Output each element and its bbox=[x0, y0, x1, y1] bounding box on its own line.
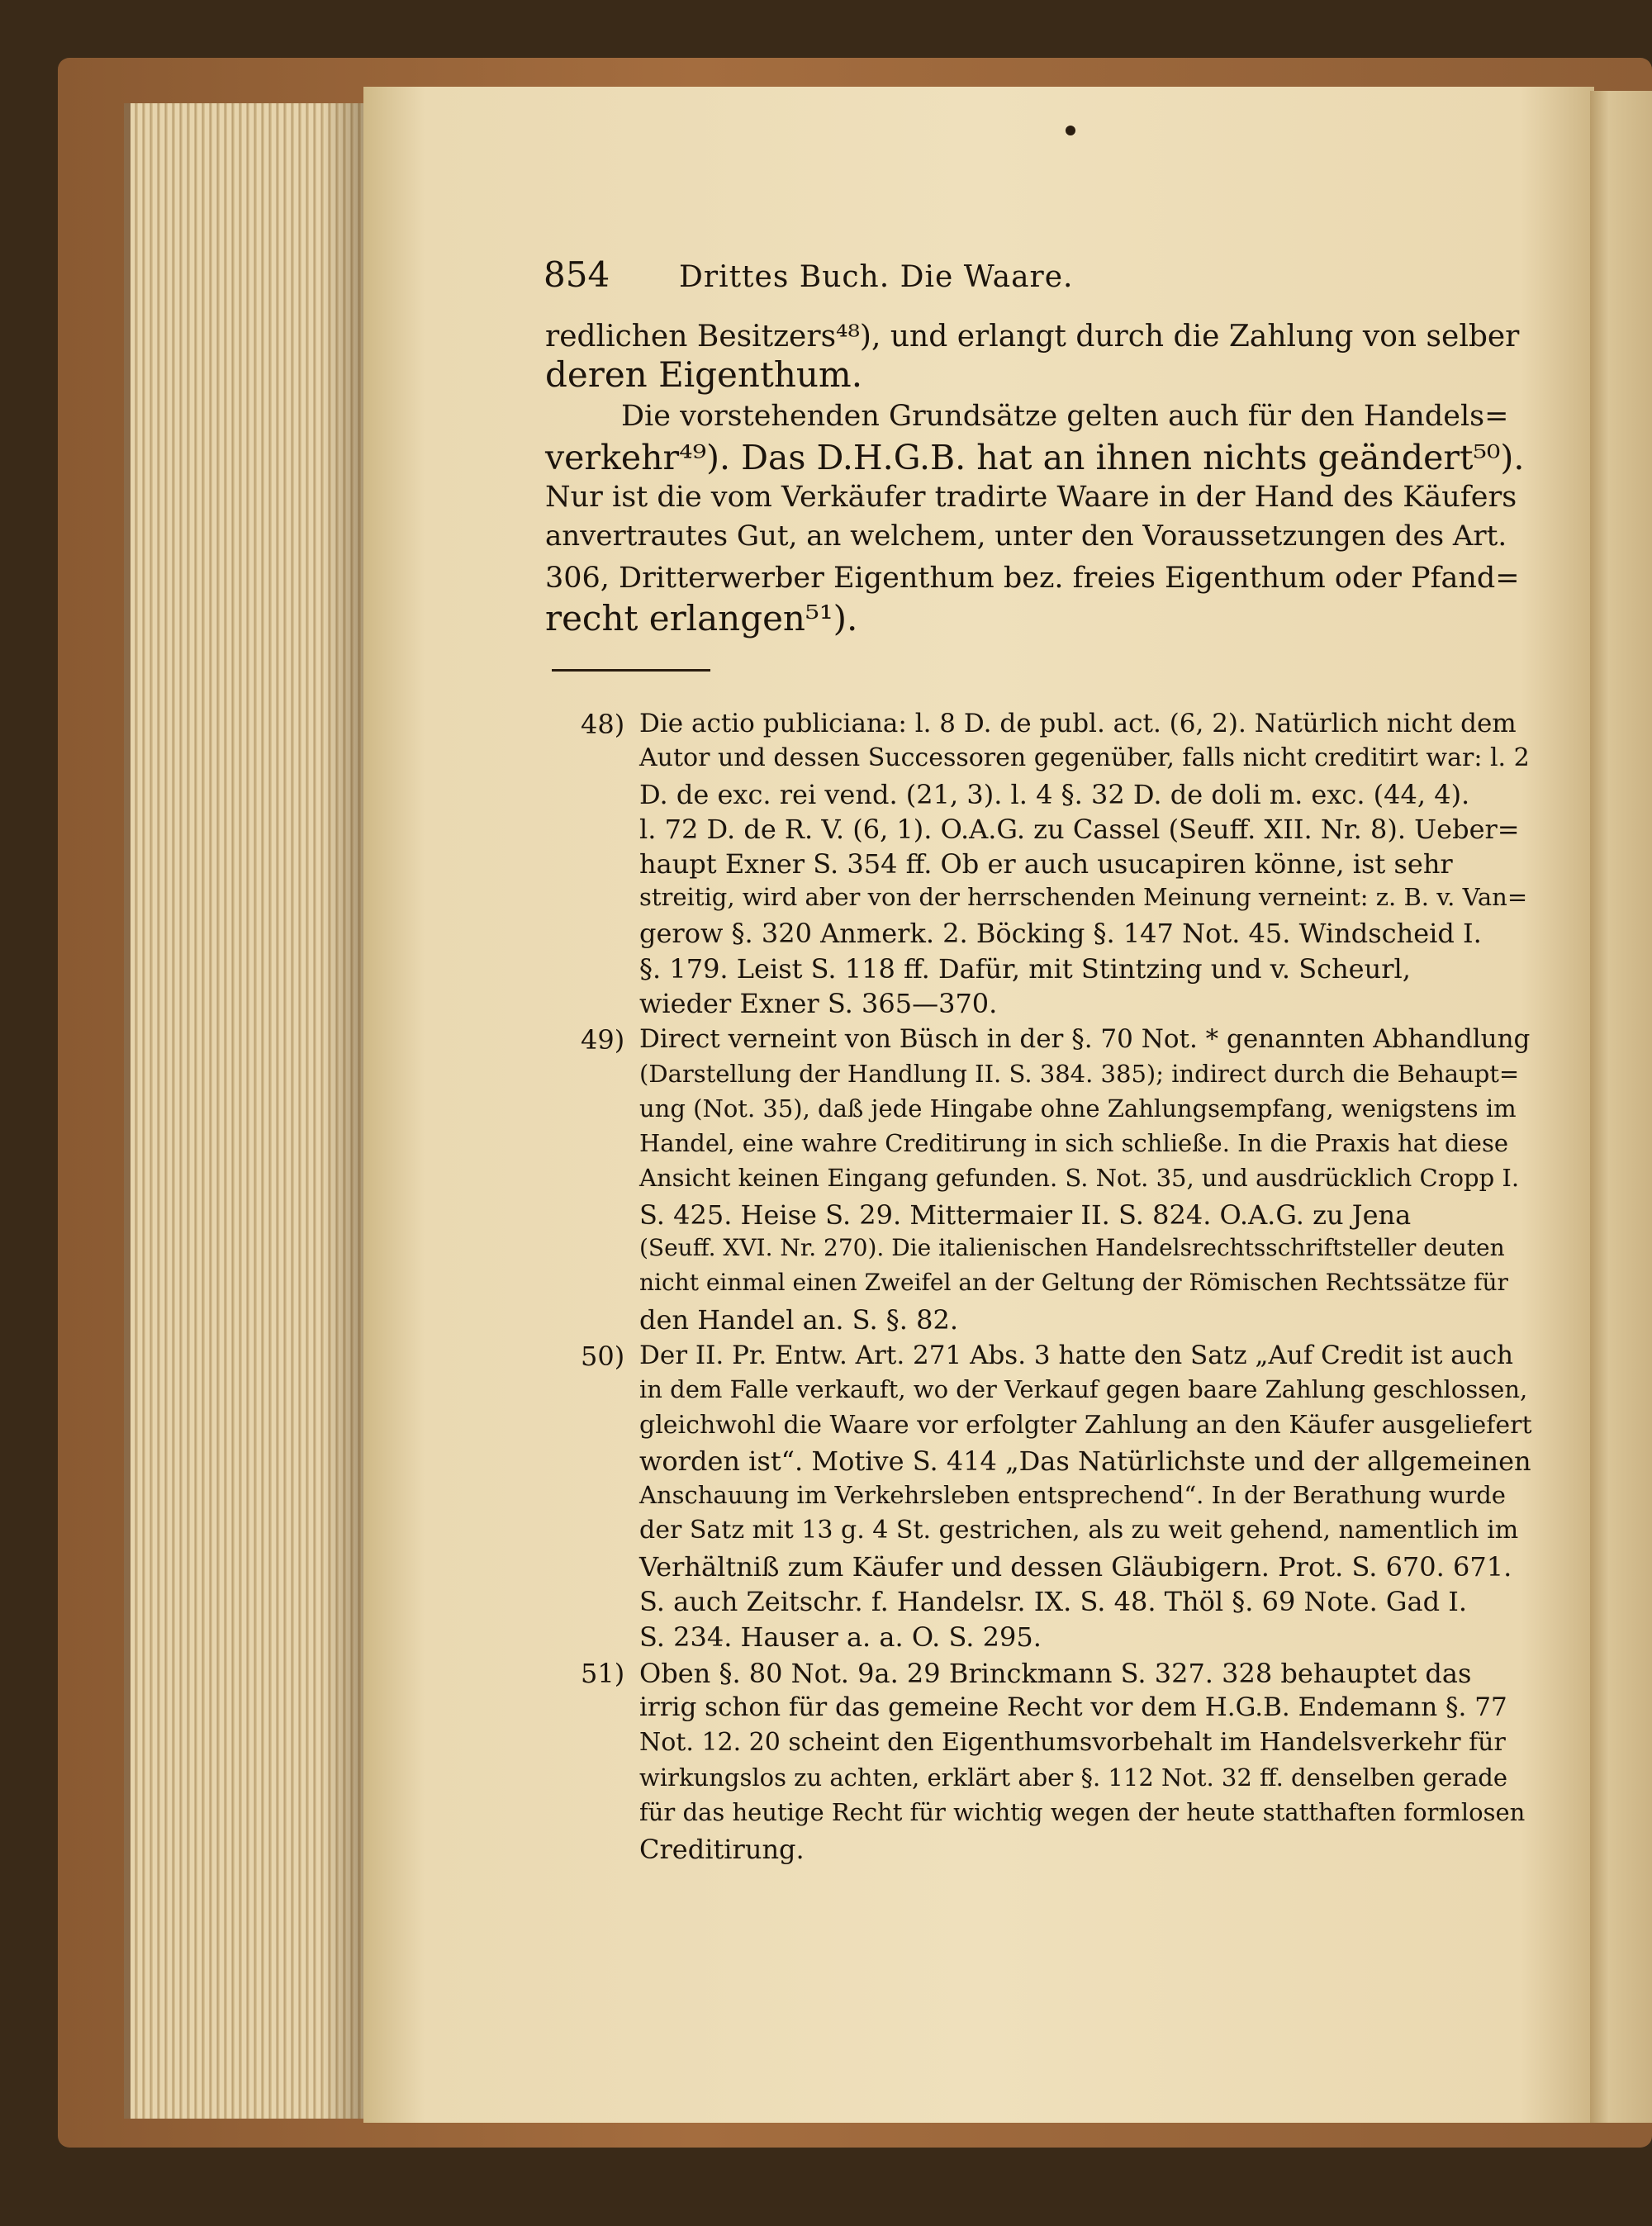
footnote-line: Creditirung. bbox=[639, 1834, 805, 1865]
body-line: Die vorstehenden Grundsätze gelten auch für den Handels= bbox=[621, 400, 1509, 433]
body-line: anvertrautes Gut, an welchem, unter den Voraussetzungen des Art. bbox=[545, 520, 1507, 553]
running-title: Drittes Buch. Die Waare. bbox=[679, 260, 1074, 294]
footnote-line: S. 425. Heise S. 29. Mittermaier II. S. 824. O.A.G. zu Jena bbox=[639, 1199, 1412, 1231]
footnote-line: gerow §. 320 Anmerk. 2. Böcking §. 147 Not. 45. Windscheid I. bbox=[639, 918, 1482, 949]
footnote-line: in dem Falle verkauft, wo der Verkauf gegen baare Zahlung geschlossen, bbox=[639, 1375, 1528, 1403]
footnote-line: der Satz mit 13 g. 4 St. gestrichen, als zu weit gehend, namentlich im bbox=[639, 1516, 1519, 1545]
footnote-line: Direct verneint von Büsch in der §. 70 Not. * genannten Abhandlung bbox=[639, 1024, 1531, 1054]
ink-spot bbox=[1066, 126, 1075, 135]
footnote-line: gleichwohl die Waare vor erfolgter Zahlung an den Käufer ausgeliefert bbox=[639, 1411, 1532, 1440]
body-line: redlichen Besitzers⁴⁸), und erlangt durch die Zahlung von selber bbox=[545, 320, 1520, 354]
footnote-line: irrig schon für das gemeine Recht vor dem H.G.B. Endemann §. 77 bbox=[639, 1692, 1507, 1722]
body-line: recht erlangen⁵¹). bbox=[545, 598, 858, 638]
footnote-line: Oben §. 80 Not. 9a. 29 Brinckmann S. 327. 328 behauptet das bbox=[639, 1658, 1472, 1689]
footnote-line: Der II. Pr. Entw. Art. 271 Abs. 3 hatte den Satz „Auf Credit ist auch bbox=[639, 1341, 1514, 1370]
body-line: deren Eigenthum. bbox=[545, 354, 863, 395]
footnote-label: 49) bbox=[581, 1024, 625, 1056]
footnote-line: Verhältniß zum Käufer und dessen Gläubigern. Prot. S. 670. 671. bbox=[639, 1551, 1512, 1583]
footnote-line: S. auch Zeitschr. f. Handelsr. IX. S. 48. Thöl §. 69 Note. Gad I. bbox=[639, 1586, 1468, 1617]
footnote-line: worden ist“. Motive S. 414 „Das Natürlichste und der allgemeinen bbox=[639, 1445, 1531, 1477]
footnote-label: 51) bbox=[581, 1658, 625, 1689]
footnote-line: ung (Not. 35), daß jede Hingabe ohne Zahlungsempfang, wenigstens im bbox=[639, 1094, 1517, 1122]
footnote-line: Anschauung im Verkehrsleben entsprechend“. In der Berathung wurde bbox=[639, 1481, 1506, 1509]
footnote-line: S. 234. Hauser a. a. O. S. 295. bbox=[639, 1621, 1042, 1653]
footnote-line: streitig, wird aber von der herrschenden Meinung verneint: z. B. v. Van= bbox=[639, 883, 1528, 911]
footnote-line: D. de exc. rei vend. (21, 3). l. 4 §. 32 D. de doli m. exc. (44, 4). bbox=[639, 779, 1470, 810]
footnote-line: Handel, eine wahre Creditirung in sich schließe. In die Praxis hat diese bbox=[639, 1129, 1509, 1157]
body-line: 306, Dritterwerber Eigenthum bez. freies Eigenthum oder Pfand= bbox=[545, 562, 1520, 595]
body-line: Nur ist die vom Verkäufer tradirte Waare in der Hand des Käufers bbox=[545, 481, 1517, 514]
page-number: 854 bbox=[544, 254, 610, 295]
footnote-line: den Handel an. S. §. 82. bbox=[639, 1304, 959, 1336]
footnote-label: 48) bbox=[581, 709, 625, 740]
footnote-line: Ansicht keinen Eingang gefunden. S. Not. 35, und ausdrücklich Cropp I. bbox=[639, 1164, 1520, 1192]
footnote-line: l. 72 D. de R. V. (6, 1). O.A.G. zu Cassel (Seuff. XII. Nr. 8). Ueber= bbox=[639, 814, 1520, 845]
footnote-line: (Darstellung der Handlung II. S. 384. 385); indirect durch die Behaupt= bbox=[639, 1060, 1520, 1088]
facing-page-edge bbox=[1590, 91, 1652, 2123]
footnote-line: wieder Exner S. 365—370. bbox=[639, 988, 998, 1019]
footnote-line: für das heutige Recht für wichtig wegen der heute statthaften formlosen bbox=[639, 1798, 1526, 1826]
footnote-line: Autor und dessen Successoren gegenüber, falls nicht creditirt war: l. 2 bbox=[639, 743, 1530, 772]
footnote-line: (Seuff. XVI. Nr. 270). Die italienischen Handelsrechtsschriftsteller deuten bbox=[639, 1234, 1505, 1261]
footnote-line: Die actio publiciana: l. 8 D. de publ. act. (6, 2). Natürlich nicht dem bbox=[639, 709, 1517, 738]
body-line: verkehr⁴⁹). Das D.H.G.B. hat an ihnen nichts geändert⁵⁰). bbox=[545, 438, 1525, 477]
footnote-line: wirkungslos zu achten, erklärt aber §. 112 Not. 32 ff. denselben gerade bbox=[639, 1763, 1507, 1792]
footnote-separator bbox=[552, 669, 710, 672]
footnote-line: haupt Exner S. 354 ff. Ob er auch usucapiren könne, ist sehr bbox=[639, 848, 1453, 880]
footnote-line: nicht einmal einen Zweifel an der Geltung der Römischen Rechtssätze für bbox=[639, 1269, 1508, 1296]
footnote-line: Not. 12. 20 scheint den Eigenthumsvorbehalt im Handelsverkehr für bbox=[639, 1728, 1506, 1757]
footnote-line: §. 179. Leist S. 118 ff. Dafür, mit Stintzing und v. Scheurl, bbox=[639, 953, 1411, 985]
footnote-label: 50) bbox=[581, 1341, 625, 1372]
